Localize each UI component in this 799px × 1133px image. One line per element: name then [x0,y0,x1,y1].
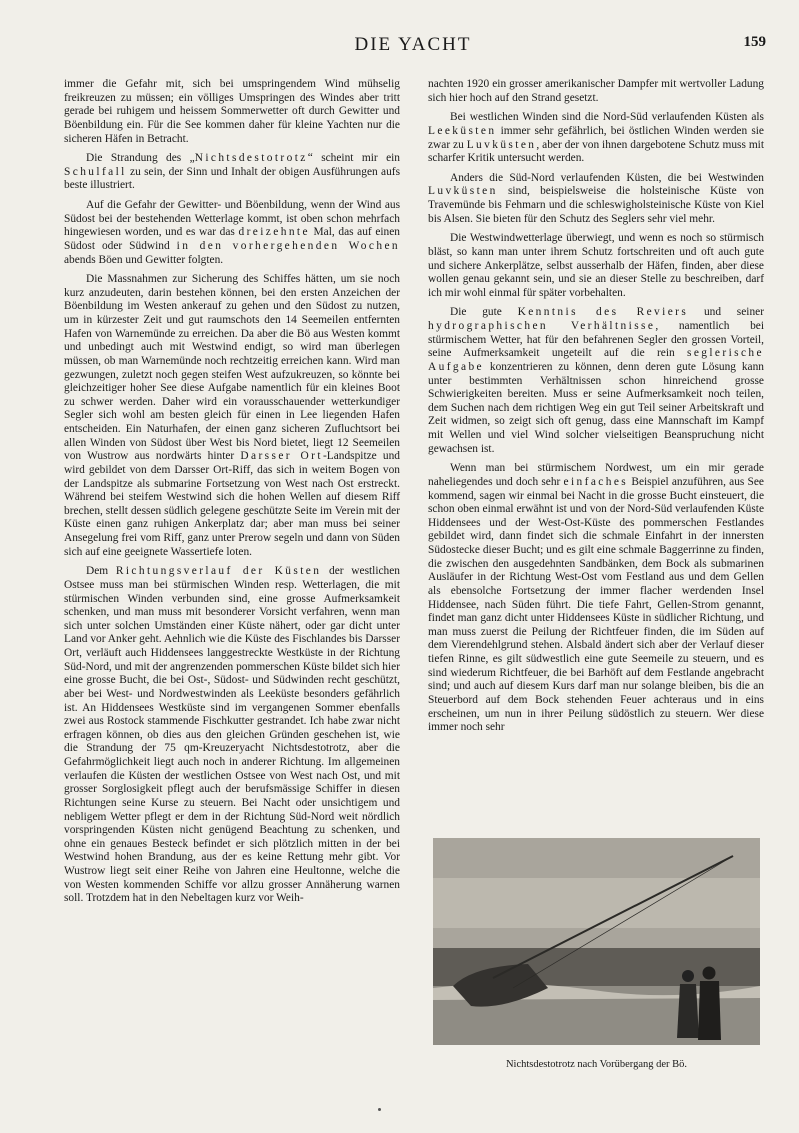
text-run: Die gute [450,306,518,319]
text-run: Dem [86,565,116,578]
spaced-emphasis: seglerische Aufgabe [428,347,764,373]
paragraph [428,78,764,105]
text-run: , aber der von ihnen dargebotene Schutz muss mit scharfer Kritik untersucht werden. [428,138,765,165]
page-header [60,34,766,58]
text-run: Die Westwindwetterlage überwiegt, und wenn es noch so stürmisch bläst, so kann man unter ihrem Schutz fortschreiten und oft auch gute und sichere Ankerplätze, selbst ausserhalb der Häfen, finden, aber diese wollen genau gekannt sein, und sie an dieser Stelle zu beschreiben, darf ich mir wohl einmal für später vorbehalten. [428,232,764,299]
spaced-emphasis: Darsser Ort [240,450,323,463]
text-run: immer die Gefahr mit, sich bei umspringendem Wind mühselig freikreuzen zu müssen; ein völliges Umspringen des Windes aber tritt gerade bei ruhigem und heissem Sommerwetter oft durch Gewitter und Böenbildung ein. Für die See kommen daher für kleine Yachten nur die sicheren Häfen in Betracht. [64,78,400,145]
text-run: Die Strandung des „ [86,152,195,165]
text-run: nachten 1920 ein grosser amerikanischer Dampfer mit wertvoller Ladung sich hier hoch auf den Strand gesetzt. [428,78,764,104]
running-title: DIE YACHT [354,34,472,55]
spaced-emphasis: einfaches [563,475,629,488]
spaced-emphasis: Leeküsten [428,124,497,137]
text-run: Mal, das auf einen Südost oder Südwind [64,226,401,252]
paragraph [64,152,400,193]
text-run: konzentrieren zu können, denn deren gute Lösung kann unter bestimmten Verhältnissen schon hinreichend grosse Schwierigkeiten bereiten. Muss er seine Aufmerksamkeit noch teilen, dem Suchen nach dem richtigen Weg ein gut Teil seiner Arbeitskraft und Zeit widmen, so zeigt sich oft genug, dass eine Mannschaft im Kampf mit Wellen und viel Wind solcher vielseitigen Beanspruchung nicht gewachsen ist. [428,360,764,455]
spaced-emphasis: Richtungsverlauf der Küsten [115,565,322,578]
text-run: “ scheint mir ein [307,152,400,165]
spaced-emphasis: Luvküsten [466,138,537,151]
paragraph [64,78,400,146]
page-number: 159 [743,34,766,50]
paragraph [64,273,400,559]
text-run: zu sein, der Sinn und Inhalt der obigen Ausführungen aufs beste illustriert. [64,165,400,192]
paragraph [428,172,764,227]
figure-caption: Nichtsdestotrotz nach Vorübergang der Bö. [505,1059,688,1070]
spaced-emphasis: Nichtsdestotrotz [194,152,308,165]
spaced-emphasis: in den vorhergehenden Wochen [176,239,401,252]
text-run: Die Massnahmen zur Sicherung des Schiffes hätten, um sie noch kurz anzudeuten, darin bestehen können, bei den ersten Anzeichen der Böenbildung im Westen ankerauf zu gehen und den Südost zu nutzen, um in kürzester Zeit und gut raumschots den 14 Seemeilen entfernten Hafen von Warnemünde zu erreichen. Da aber die Bö aus Westen kommt und unbedingt auch mit Westwind endigt, so wird man überlegen müssen, ob man Warnemünde noch rechtzeitig erreichen kann. Wird man gezwungen, zuletzt noch gegen steifen West aufzukreuzen, so könnte bei gleichzeitiger hoher See diese Aufgabe namentlich für ein kleines Boot zu schwer werden. Daher wird ein vorausschauender wetterkundiger Segler sich wohl am besten gleich für einen in Lee liegenden Hafen entscheiden. Ein Naturhafen, der einen ganz sicheren Zufluchtsort bei allen Winden von Südost über West bis Nord bietet, liegt 12 Seemeilen von Wustrow aus nordwärts hinter [64,273,400,463]
sky-light-band [433,878,760,928]
text-run: Anders die Süd-Nord verlaufenden Küsten, die bei Westwinden [450,171,764,184]
stranded-yacht-photo [433,838,760,1045]
spaced-emphasis: hydrographischen Verhältnisse [428,320,656,332]
text-column-left [64,78,400,906]
spaced-emphasis: dreizehnte [238,226,310,239]
text-run: immer sehr gefährlich, bei östlichen Winden werden sie zwar zu [428,124,764,151]
text-run: sind, beispielsweise die holsteinische Küste von Travemünde bis Fehmarn und die schleswigholsteinische Küste von Kiel bis Alsen. Sie bieten für den Schutz des Seglers sehr viel mehr. [428,185,764,225]
spaced-emphasis: Kenntnis des Reviers [517,306,689,319]
paragraph [428,111,764,166]
spaced-emphasis: Luvküsten [428,185,498,198]
text-run: Beispiel anzuführen, aus See kommend, sagen wir einmal bei Nacht in die grosse Bucht einsteuert, die schon oben einmal erwähnt ist und von der Nord-Süd verlaufenden Küste Hiddensees und der West-Ost-Küste des pommerschen Festlandes gebildet wird, dann findet sich die schmale Einfahrt in der innersten Südostecke dieser Bucht; und es gilt eine schmale Baggerrinne zu finden, die zwischen den ausgedehnten Sandbänken, dem Bock als submarinen Ausläufer in der Richtung West-Ost vom Festland aus und dem Gellen als ebensolche Fortsetzung der immer flacher werdenden Insel Hiddensee, nach Süden führt. Die tiefe Fahrt, Gellen-Strom genannt, findet man ganz dicht unter Hiddensees Küste in südlicher Richtung, und man muss zuerst die Peilung der Richtfeuer finden, die im Süden auf dem Vierendehlgrund stehen. Alsbald ändert sich aber der Verlauf dieser tiefen Rinne, es gilt südwestlich eine gute Seemeile zu steuern, und es sind wiederum Richtfeuer, die bei Barhöft auf dem Festlande angebracht sind; und auch auf diesem Kurs darf man nur solange bleiben, bis die an Steuerbord auf dem Bock stehenden Feuer achteraus und in eins erscheinen, um nun in ihrer Peilung südöstlich zu steuern. Wer diese immer noch sehr [428,475,764,734]
text-run: und seiner [688,306,764,319]
text-run: der westlichen Ostsee muss man bei stürmischen Winden resp. Wetterlagen, die mit stürmischen Winden verbunden sind, eine grosse Aufmerksamkeit schenken, und man muss mit besonderer Vorsicht verfahren, wenn man sich unter solchen Umständen einer Küste nähert, oder gar dicht unter Land vor Anker geht. Aehnlich wie die Küste des Fischlandes bis Darsser Ort, verläuft auch Hiddensees langgestreckte Westküste in der Richtung Süd-Nord, und mit der angrenzenden pommerschen Küste bildet sich hier eine grosse Bucht, die bei Ost-, Südost- und Südwinden recht geschützt, aber bei West- und Nordwestwinden als Leeküste besonders gefährlich ist. An Hiddensees Westküste sind im vergangenen Sommer ebenfalls zwei aus Rostock stammende Fischkutter gestrandet. Ich habe zwar nicht erfragen können, ob dies aus den gleichen Gründen geschehen ist, wie die Strandung der 75 qm-Kreuzeryacht Nichtsdestotrotz, aber die Gefahrmöglichkeit liegt auch noch in anderer Richtung. Im allgemeinen verlaufen die Küsten der westlichen Ostsee von West nach Ost, und mit grosser Sorglosigkeit pflegt auch der berufsmässige Schiffer in diesen Richtungen seine Kurse zu steuern. Bei Nacht oder unsichtigem und nebligem Wetter pflegt er dem in der Richtung Süd-Nord weit nördlich vorspringenden Küsten nicht genügend Beachtung zu schenken, und ohne ein genaues Besteck befindet er sich plötzlich mitten in der bei Westwind hohen Brandung, aus der es keine Rettung mehr gibt. Vor Wustrow liegt seit einer Reihe von Jahren eine Heultonne, welche die von Westen kommenden Schiffe vor allzu grosser Annäherung warnen soll. Trotzdem hat in den Nebeltagen kurz vor Weih- [64,565,401,905]
paragraph [428,462,764,735]
page-mark [378,1108,381,1111]
text-run: abends Böen und Gewitter folgten. [64,253,224,266]
spaced-emphasis: Schulfall [64,165,127,178]
paragraph [64,199,400,267]
paragraph [428,306,764,456]
paragraph [64,565,400,906]
text-column-right [428,78,764,735]
paragraph [428,232,764,300]
text-run: -Landspitze und wird gebildet von dem Darsser Ort-Riff, das sich in weitem Bogen von der Landspitze als submarine Fortsetzung von West nach Ost erstreckt. Während bei steifem Westwind sich die hohen Wellen auf diesem Riff brechen, stellt dessen südlich gelegene geschützte Seite im Verein mit der Küste einen ganz ruhigen Ankerplatz dar; aber man muss bei seiner Ansegelung frei vom Riff, ganz unter Prerow segeln und dann von Süden sich auf eine geeignete Wassertiefe loten. [64,450,400,558]
text-run: , namentlich bei stürmischem Wetter, hat für den befahrenen Segler den grossen Vorteil, seine Aufmerksamkeit ungeteilt auf die rein [428,320,764,360]
text-run: Bei westlichen Winden sind die Nord-Süd verlaufenden Küsten als [450,111,764,124]
text-run: Auf die Gefahr der Gewitter- und Böenbildung, wenn der Wind aus Südost bei der bestehenden Wetterlage kommt, ist oben schon mehrfach hingewiesen worden, und es war das [64,199,400,239]
text-run: Wenn man bei stürmischem Nordwest, um ein mir gerade naheliegendes und doch sehr [428,462,764,488]
stranded-yacht-illustration [433,838,760,1045]
